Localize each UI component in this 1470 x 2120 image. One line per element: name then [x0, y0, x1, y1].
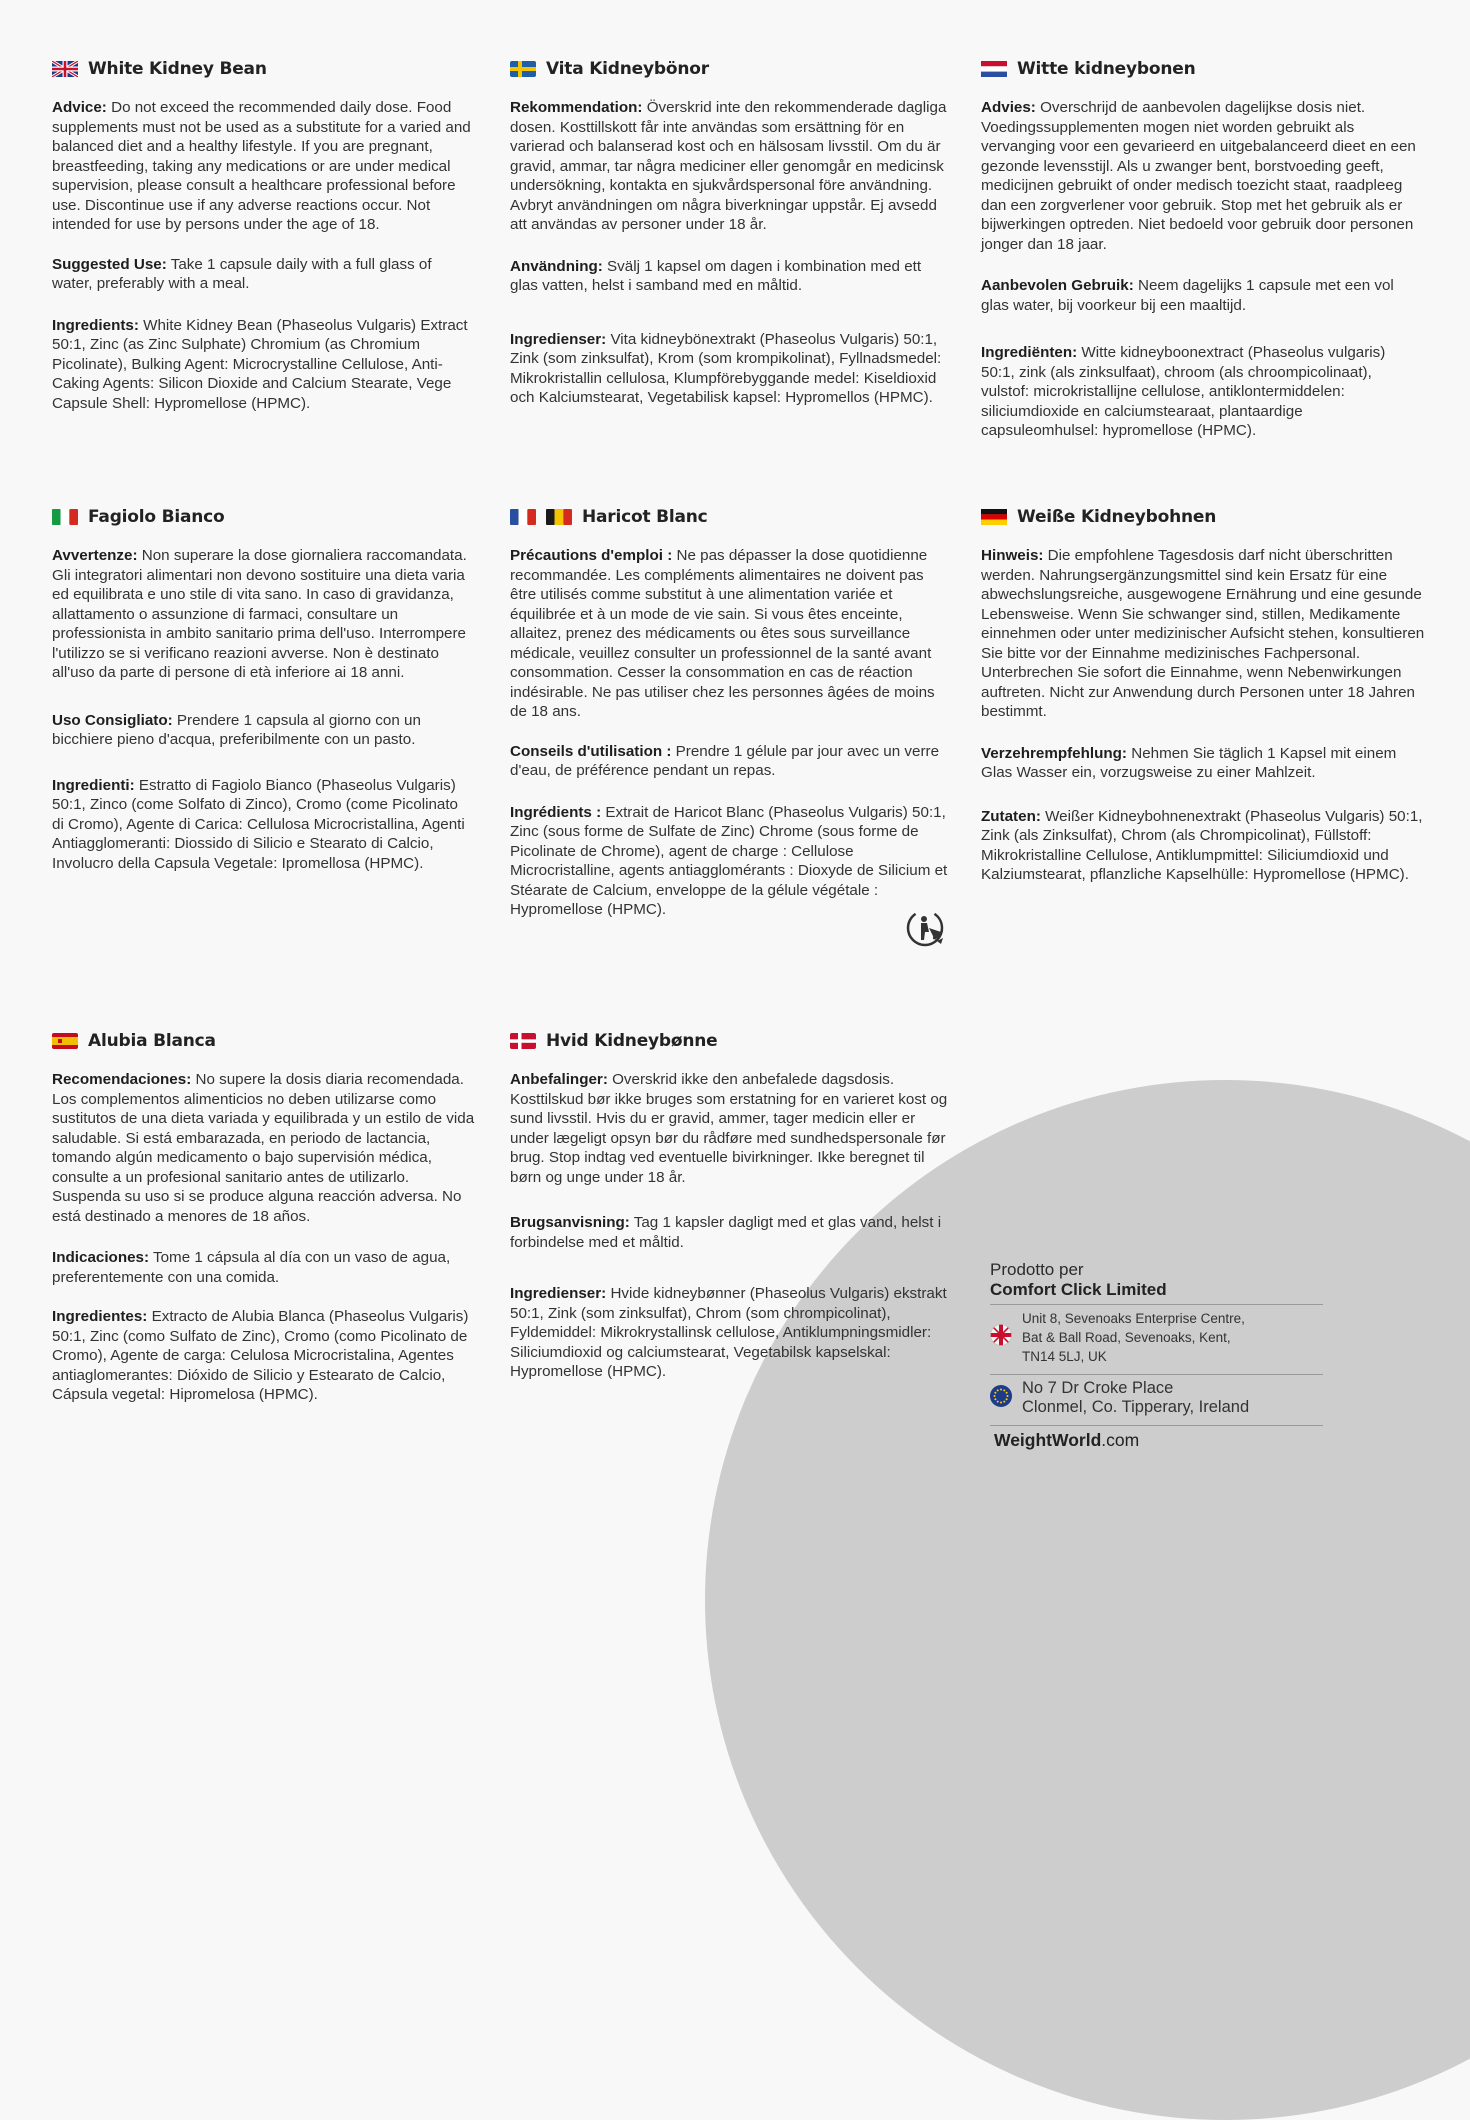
- section-title: White Kidney Bean: [88, 59, 267, 79]
- uk-flag-icon: [990, 1324, 1012, 1351]
- advice-paragraph: Rekommendation: Överskrid inte den rekommenderade dagliga dosen. Kosttillskott får inte användas som ersättning för en varierad och balanserad kost och en hälsosam livsstil. Om du är gravid, ammar, tar några mediciner eller genomgår en medicinsk undersökning, kontakta en sjukvårdspersonal före användning. Avbryt användningen om några biverkningar uppstår. Ej avsedd att användas av personer under 18 år.: [510, 99, 947, 233]
- advice-paragraph: Précautions d'emploi : Ne pas dépasser la dose quotidienne recommandée. Les compléments alimentaires ne doivent pas être utilisés comme substitut à une alimentation variée et équilibrée et à un mode de vie sain. Si vous êtes enceinte, allaitez, prenez des médicaments ou êtes sous surveillance médicale, veuillez consulter un professionnel de la santé avant consommation. Cesser la consommation en cas de réaction indésirable. Ne pas utiliser chez les personnes âgées de moins de 18 ans.: [510, 547, 935, 720]
- denmark-flag-icon: [510, 1033, 536, 1049]
- section-title: Haricot Blanc: [582, 507, 708, 527]
- usage-paragraph: Aanbevolen Gebruik: Neem dagelijks 1 capsule met een vol glas water, bij voorkeur bij een maaltijd.: [981, 277, 1394, 314]
- section-title: Weiße Kidneybohnen: [1017, 507, 1217, 527]
- ingredients-paragraph: Ingredienser: Hvide kidneybønner (Phaseolus Vulgaris) ekstrakt 50:1, Zink (som zinksulfat), Chrom (som chrompicolinat), Fyldemiddel: Mikrokrystallinsk cellulose, Antiklumpningsmidler: Siliciumdioxid og calciumstearat, Vegetabilsk kapselskal: Hypromellose (HPMC).: [510, 1285, 947, 1380]
- uk-address-row: [990, 1305, 1323, 1370]
- triman-recycle-icon: [905, 908, 947, 953]
- advice-paragraph: Advies: Overschrijd de aanbevolen dagelijkse dosis niet. Voedingssupplementen mogen niet worden gebruikt als vervanging voor een gevarieerd en uitgebalanceerd dieet en een gezonde levensstijl. Als u zwanger bent, borstvoeding geeft, medicijnen gebruikt of onder medisch toezicht staat, raadpleeg dan een zorgverlener voor gebruik. Stop met het gebruik als er bijwerkingen optreden. Niet bedoeld voor gebruik door personen jonger dan 18 jaar.: [981, 99, 1416, 253]
- usage-paragraph: Conseils d'utilisation : Prendre 1 gélule par jour avec un verre d'eau, de préférence pendant un repas.: [510, 742, 940, 779]
- company-info: [990, 1260, 1323, 1451]
- netherlands-flag-icon: [981, 61, 1007, 77]
- spain-flag-icon: [52, 1033, 78, 1049]
- ingredients-paragraph: Zutaten: Weißer Kidneybohnenextrakt (Phaseolus Vulgaris) 50:1, Zink (als Zinksulfat), Chrom (als Chrompicolinat), Füllstoff: Mikrokristalline Cellulose, Antiklumpmittel: Siliciumdioxid und Kalziumstearat, pflanzliche Kapselhülle: Hypromellose (HPMC).: [981, 807, 1423, 883]
- made-for-label: Prodotto per: [990, 1260, 1084, 1279]
- ingredients-paragraph: Ingredienser: Vita kidneybönextrakt (Phaseolus Vulgaris) 50:1, Zink (som zinksulfat), Krom (som krompikolinat), Fyllnadsmedel: Mikrokristallin cellulosa, Klumpförebyggande medel: Kiseldioxid och Kalciumstearat, Vegetabilisk kapsel: Hypromellos (HPMC).: [510, 330, 942, 406]
- usage-paragraph: Uso Consigliato: Prendere 1 capsula al giorno con un bicchiere pieno d'acqua, preferibilmente con un pasto.: [52, 711, 421, 748]
- ingredients-paragraph: Ingrediënten: Witte kidneyboonextract (Phaseolus vulgaris) 50:1, zink (als zinksulfaat), chroom (als chroompicolinaat), vulstof: microkristallijne cellulose, antiklontermiddelen: siliciumdioxide en calciumstearaat, plantaardige capsuleomhulsel: hypromellose (HPMC).: [981, 344, 1386, 439]
- section-swedish: [510, 58, 948, 422]
- ingredients-paragraph: Ingredients: White Kidney Bean (Phaseolus Vulgaris) Extract 50:1, Zinc (as Zinc Sulphate) Chromium (as Chromium Picolinate), Bulking Agent: Microcrystalline Cellulose, Anti-Caking Agents: Silicon Dioxide and Calcium Stearate, Vege Capsule Shell: Hypromellose (HPMC).: [52, 316, 468, 412]
- usage-paragraph: Indicaciones: Tome 1 cápsula al día con un vaso de agua, preferentemente con una comida.: [52, 1249, 451, 1286]
- italy-flag-icon: [52, 509, 78, 525]
- usage-paragraph: Användning: Svälj 1 kapsel om dagen i kombination med ett glas vatten, helst i samband med en måltid.: [510, 257, 922, 294]
- advice-paragraph: Recomendaciones: No supere la dosis diaria recomendada. Los complementos alimenticios no deben utilizarse como sustitutos de una dieta variada y equilibrada y un estilo de vida saludable. Si está embarazada, en periodo de lactancia, tomando algún medicamento o bajo supervisión médica, consulte a un profesional sanitario antes de utilizarlo. Suspenda su uso si se produce alguna reacción adversa. No está destinado a menores de 18 años.: [52, 1071, 475, 1225]
- germany-flag-icon: [981, 509, 1007, 525]
- address-line: Clonmel, Co. Tipperary, Ireland: [1022, 1398, 1250, 1416]
- advice-paragraph: Avvertenze: Non superare la dose giornaliera raccomandata. Gli integratori alimentari non devono sostituire una dieta varia ed equilibrata e uno stile di vita sano. In caso di gravidanza, allattamento o assunzione di farmaci, consultare un professionista in ambito sanitario prima dell'uso. Interrompere l'utilizzo se si verificano reazioni avverse. Non è destinato all'uso da parte di persone di età inferiore ai 18 anni.: [52, 547, 467, 681]
- section-italian: [52, 506, 472, 887]
- address-line: Bat & Ball Road, Sevenoaks, Kent,: [1022, 1330, 1231, 1345]
- section-title: Hvid Kidneybønne: [546, 1031, 718, 1051]
- section-title: Witte kidneybonen: [1017, 59, 1196, 79]
- uk-flag-icon: [52, 61, 78, 77]
- ingredients-paragraph: Ingredienti: Estratto di Fagiolo Bianco (Phaseolus Vulgaris) 50:1, Zinco (come Solfato di Zinco), Cromo (come Picolinato di Cromo), Agente di Carica: Cellulosa Microcristallina, Agenti Antiagglomeranti: Diossido di Silicio e Stearato di Calcio, Involucro della Capsula Vegetale: Ipromellosa (HPMC).: [52, 776, 465, 872]
- section-title: Alubia Blanca: [88, 1031, 216, 1051]
- address-line: No 7 Dr Croke Place: [1022, 1379, 1174, 1397]
- section-dutch: [981, 58, 1421, 455]
- advice-paragraph: Hinweis: Die empfohlene Tagesdosis darf nicht überschritten werden. Nahrungsergänzungsmittel sind kein Ersatz für eine abwechslungsreiche, ausgewogene Ernährung und eine gesunde Lebensweise. Wenn Sie schwanger sind, stillen, Medikamente einnehmen oder unter medizinischer Aufsicht stehen, konsultieren Sie bitte vor der Einnahme medizinisches Fachpersonal. Unterbrechen Sie sofort die Einnahme, wenn Nebenwirkungen auftreten. Nicht zur Anwendung durch Personen unter 18 Jahren bestimmt.: [981, 547, 1425, 720]
- section-title: Fagiolo Bianco: [88, 507, 225, 527]
- eu-address-row: [990, 1375, 1323, 1421]
- address-line: Unit 8, Sevenoaks Enterprise Centre,: [1022, 1311, 1245, 1326]
- address-line: TN14 5LJ, UK: [1022, 1349, 1107, 1364]
- section-danish: [510, 1030, 948, 1396]
- ingredients-paragraph: Ingredientes: Extracto de Alubia Blanca (Phaseolus Vulgaris) 50:1, Zinc (como Sulfato de Zinc), Cromo (como Picolinato de Cromo), Agente de carga: Celulosa Microcristalina, Agentes antiaglomerantes: Dióxido de Silicio y Estearato de Calcio, Cápsula vegetal: Hipromelosa (HPMC).: [52, 1308, 469, 1403]
- sweden-flag-icon: [510, 61, 536, 77]
- company-name: Comfort Click Limited: [990, 1280, 1167, 1299]
- advice-paragraph: Anbefalinger: Overskrid ikke den anbefalede dagsdosis. Kosttilskud bør ikke bruges som erstatning for en varieret kost og sund livsstil. Hvis du er gravid, ammer, tager medicin eller er under lægeligt opsyn bør du rådføre med sundhedspersonale før brug. Stop indtag ved eventuelle bivirkninger. Ikke beregnet til børn og unge under 18 år.: [510, 1071, 948, 1186]
- france-flag-icon: [510, 509, 536, 525]
- brand-website: WeightWorld.com: [994, 1430, 1140, 1450]
- section-english: [52, 58, 472, 427]
- eu-flag-icon: [990, 1385, 1012, 1412]
- advice-paragraph: Advice: Do not exceed the recommended daily dose. Food supplements must not be used as a substitute for a varied and balanced diet and a healthy lifestyle. If you are pregnant, breastfeeding, taking any medications or are under medical supervision, please consult a healthcare professional before use. Discontinue use if any adverse reactions occur. Not intended for use by persons under the age of 18.: [52, 99, 471, 233]
- section-french: [510, 506, 948, 934]
- belgium-flag-icon: [546, 509, 572, 525]
- usage-paragraph: Suggested Use: Take 1 capsule daily with a full glass of water, preferably with a meal.: [52, 255, 432, 292]
- section-spanish: [52, 1030, 480, 1419]
- ingredients-paragraph: Ingrédients : Extrait de Haricot Blanc (Phaseolus Vulgaris) 50:1, Zinc (sous forme de Sulfate de Zinc) Chrome (sous forme de Picolinate de Chrome), agent de charge : Cellulose Microcristalline, agents antiagglomérants : Dioxyde de Silicium et Stéarate de Calcium, enveloppe de la gélule végétale : Hypromellose (HPMC).: [510, 803, 948, 918]
- section-title: Vita Kidneybönor: [546, 59, 709, 79]
- usage-paragraph: Brugsanvisning: Tag 1 kapsler dagligt med et glas vand, helst i forbindelse med et måltid.: [510, 1214, 942, 1251]
- usage-paragraph: Verzehrempfehlung: Nehmen Sie täglich 1 Kapsel mit einem Glas Wasser ein, vorzugsweise zu einer Mahlzeit.: [981, 744, 1397, 781]
- section-german: [981, 506, 1426, 899]
